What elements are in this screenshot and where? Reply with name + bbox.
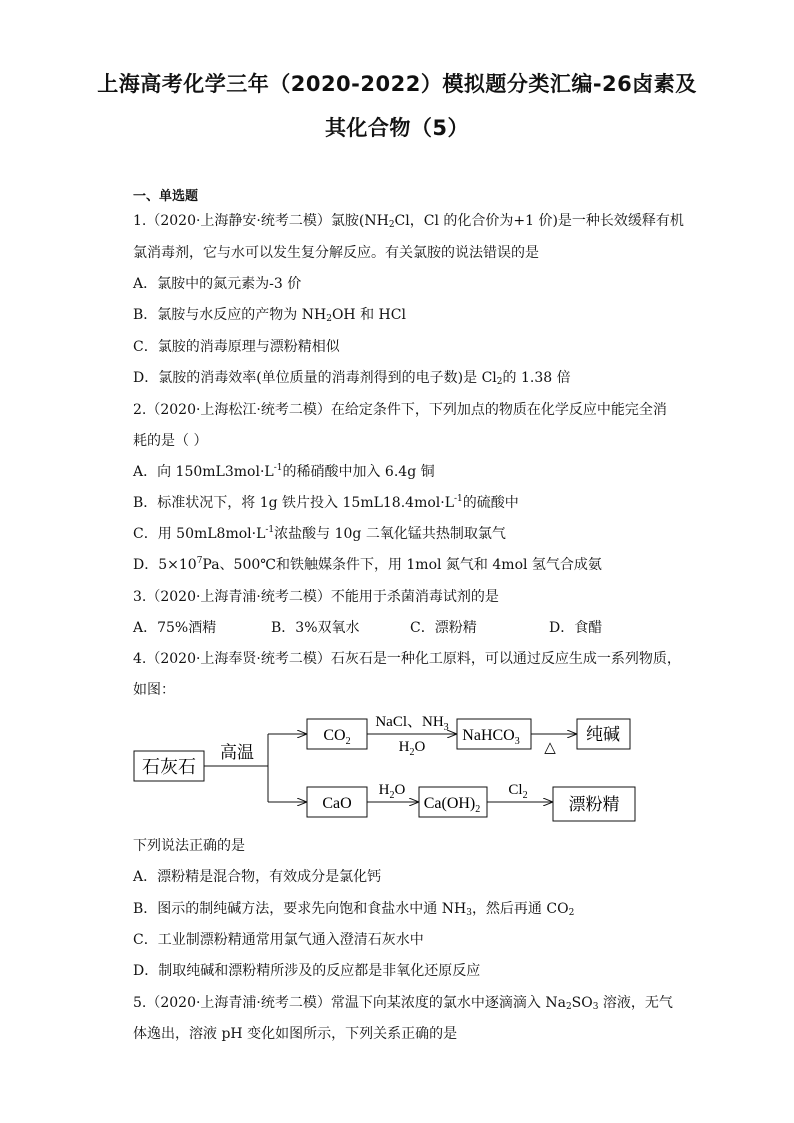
q2-option-c-text-a: C．用 50mL8mol·L <box>133 526 266 542</box>
q1-option-d <box>133 369 571 387</box>
q1-stem-line2: 氯消毒剂，它与水可以发生复分解反应。有关氯胺的说法错误的是 <box>133 245 539 261</box>
section-heading: 一、单选题 <box>133 189 199 204</box>
q4-option-c: C．工业制漂粉精通常用氯气通入澄清石灰水中 <box>133 932 424 948</box>
q2-stem-line2: 耗的是（ ） <box>133 433 208 449</box>
q4-prompt: 下列说法正确的是 <box>133 838 245 854</box>
q5-stem-text-b: SO <box>571 995 593 1011</box>
superscript: 7 <box>196 556 203 566</box>
nahco3-label: NaHCO$_3$ <box>462 727 520 747</box>
q3-option-b: B．3%双氧水 <box>271 620 360 636</box>
q5-stem-line2: 体逸出，溶液 pH 变化如图所示，下列关系正确的是 <box>133 1026 458 1042</box>
co2-label: $CO_2$ <box>323 727 351 747</box>
q1-stem-line1 <box>133 212 684 230</box>
q1-option-b <box>133 306 406 324</box>
q1-option-c: C．氯胺的消毒原理与漂粉精相似 <box>133 339 340 355</box>
q2-option-b <box>133 494 519 512</box>
subscript: 2 <box>565 1002 572 1012</box>
q2-option-d-text-b: Pa、500℃和铁触媒条件下，用 1mol 氮气和 4mol 氢气合成氨 <box>202 557 602 573</box>
q1-option-a: A．氯胺中的氮元素为-3 价 <box>133 276 302 292</box>
subscript: 2 <box>568 908 575 918</box>
cao-label: CaO <box>322 795 352 812</box>
q3-stem: 3.（2020·上海青浦·统考二模）不能用于杀菌消毒试剂的是 <box>133 589 499 605</box>
q1-option-b-text-b: OH 和 HCl <box>331 307 406 323</box>
q4-option-b-text-a: B．图示的制纯碱方法，要求先向饱和食盐水中通 NH <box>133 901 467 917</box>
limestone-flow-diagram <box>0 706 794 836</box>
q2-option-a <box>133 463 435 481</box>
subscript: 2 <box>496 377 503 387</box>
q2-option-a-text-b: 的稀硝酸中加入 6.4g 铜 <box>282 464 435 480</box>
bleach-label: 漂粉精 <box>568 795 620 814</box>
q1-stem-text-b: Cl，Cl 的化合价为+1 价)是一种长效缓释有机 <box>394 213 684 229</box>
q4-stem-line2: 如图： <box>133 682 175 698</box>
q1-option-b-text-a: B．氯胺与水反应的产物为 NH <box>133 307 327 323</box>
q5-stem-text-c: 溶液，无气 <box>598 995 673 1011</box>
caoh2-label: $Ca(OH)_2$ <box>423 795 481 815</box>
q2-stem-line1: 2.（2020·上海松江·统考二模）在给定条件下，下列加点的物质在化学反应中能完全消 <box>133 402 667 418</box>
heat-label: 高温 <box>220 743 254 762</box>
soda-label: 纯碱 <box>586 725 620 744</box>
q3-option-c: C．漂粉精 <box>410 620 477 636</box>
subscript: 2 <box>326 314 332 324</box>
heat-triangle: △ <box>544 740 556 756</box>
reagent-water-1: $H_2O$ <box>398 739 426 758</box>
superscript: -1 <box>454 494 463 504</box>
q1-stem-text-a: 1.（2020·上海静安·统考二模）氯胺(NH <box>133 213 389 229</box>
q2-option-b-text-a: B．标准状况下，将 1g 铁片投入 15mL18.4mol·L <box>133 495 454 511</box>
q2-option-c <box>133 525 506 543</box>
q4-stem-line1: 4.（2020·上海奉贤·统考二模）石灰石是一种化工原料，可以通过反应生成一系列物质， <box>133 651 681 667</box>
reagent-nacl-nh3: NaCl、$NH_3$ <box>375 714 449 733</box>
reagent-water-2: $H_2O$ <box>378 782 406 801</box>
q5-stem-line1 <box>133 994 673 1012</box>
superscript: -1 <box>265 525 275 535</box>
q1-option-d-text-b: 的 1.38 倍 <box>502 370 571 386</box>
q4-option-b <box>133 900 574 918</box>
q4-option-a: A．漂粉精是混合物，有效成分是氯化钙 <box>133 869 382 885</box>
q3-option-d: D．食醋 <box>549 620 603 636</box>
q4-option-d: D．制取纯碱和漂粉精所涉及的反应都是非氧化还原反应 <box>133 963 481 979</box>
q2-option-c-text-b: 浓盐酸与 10g 二氧化锰共热制取氯气 <box>274 526 506 542</box>
q2-option-d-text-a: D．5×10 <box>133 557 197 573</box>
q2-option-b-text-b: 的硫酸中 <box>462 495 519 511</box>
q2-option-d <box>133 556 602 574</box>
q4-option-b-text-b: ，然后再通 CO <box>471 901 569 917</box>
superscript: -1 <box>273 463 283 473</box>
document-title-line2: 其化合物（5） <box>324 116 470 140</box>
document-title-line1: 上海高考化学三年（2020-2022）模拟题分类汇编-26卤素及 <box>97 72 697 96</box>
subscript: 3 <box>466 908 472 918</box>
subscript: 3 <box>592 1002 599 1012</box>
q2-option-a-text-a: A．向 150mL3mol·L <box>133 464 274 480</box>
q5-stem-text-a: 5.（2020·上海青浦·统考二模）常温下向某浓度的氯水中逐滴滴入 Na <box>133 995 566 1011</box>
subscript: 2 <box>388 220 395 230</box>
limestone-label: 石灰石 <box>142 757 196 777</box>
q3-option-a: A．75%酒精 <box>133 620 217 636</box>
reagent-chlorine: $Cl_2$ <box>508 782 528 801</box>
q1-option-d-text-a: D．氯胺的消毒效率(单位质量的消毒剂得到的电子数)是 Cl <box>133 370 497 386</box>
